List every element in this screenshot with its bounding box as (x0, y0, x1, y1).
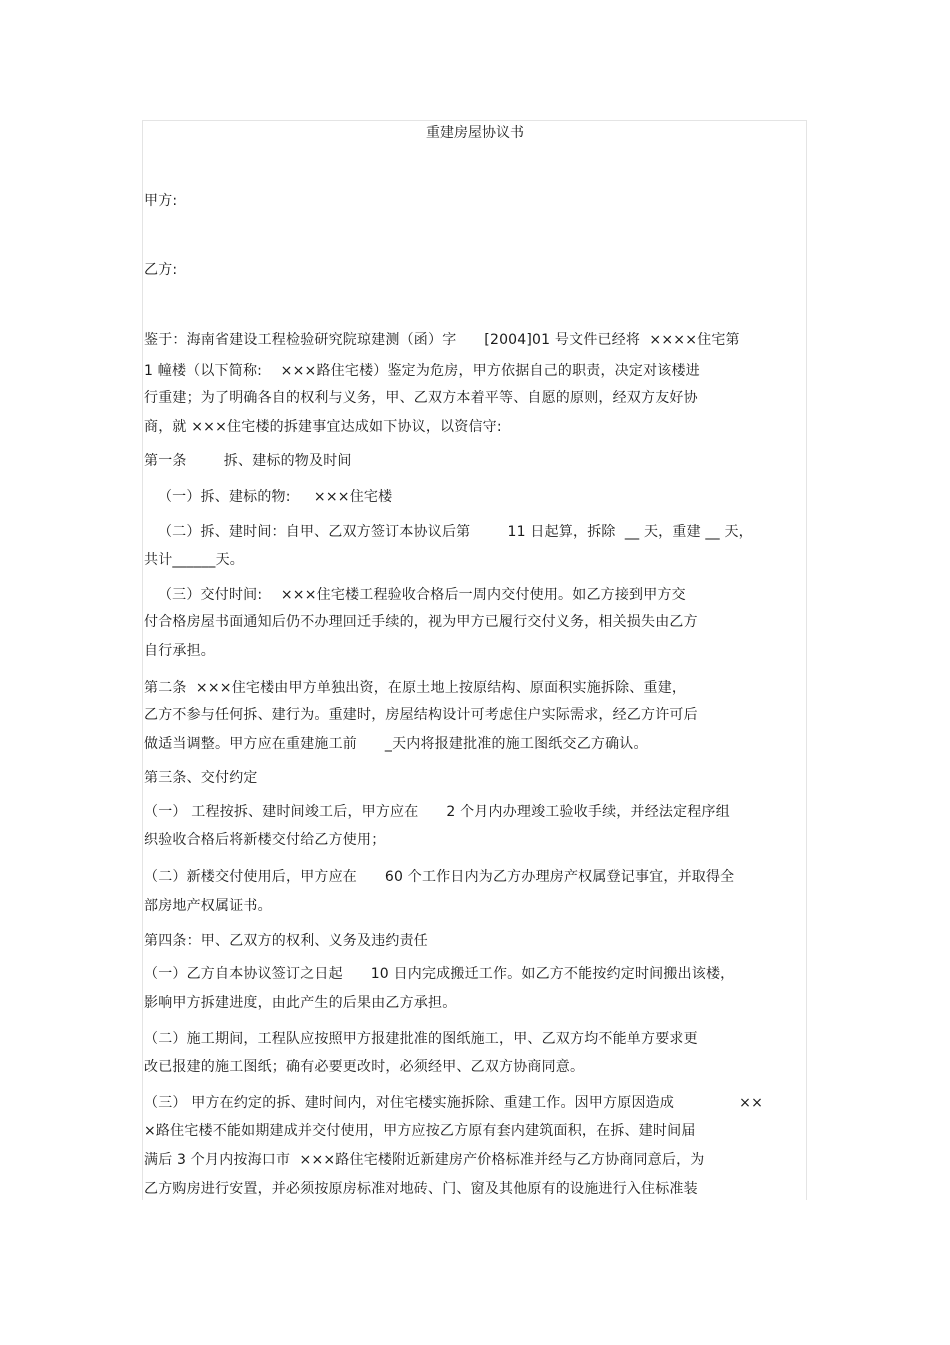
paragraph-line: 甲方: (144, 193, 178, 209)
paragraph-line: ×路住宅楼不能如期建成并交付使用，甲方应按乙方原有套内建筑面积，在拆、建时间届 (144, 1123, 696, 1139)
paragraph-line: （一）拆、建标的物: ×××住宅楼 (144, 489, 393, 505)
paragraph-line: （一） 工程按拆、建时间竣工后，甲方应在 2 个月内办理竣工验收手续，并经法定程序组 (144, 804, 730, 820)
paragraph-line: （一）乙方自本协议签订之日起 10 日内完成搬迁工作。如乙方不能按约定时间搬出该楼， (144, 966, 735, 982)
paragraph-line: 行重建；为了明确各自的权利与义务，甲、乙双方本着平等、自愿的原则，经双方友好协 (144, 390, 698, 406)
paragraph-line: 共计______天。 (144, 552, 244, 568)
paragraph-line: 第三条、交付约定 (144, 770, 258, 786)
paragraph-line: 1 幢楼（以下简称: ×××路住宅楼）鉴定为危房，甲方依据自己的职责，决定对该楼进 (144, 363, 700, 379)
paragraph-line: （二）新楼交付使用后，甲方应在 60 个工作日内为乙方办理房产权属登记事宜，并取得全 (144, 869, 735, 885)
paragraph-line: 影响甲方拆建进度，由此产生的后果由乙方承担。 (144, 995, 457, 1011)
paragraph-line: （二）拆、建时间：自甲、乙双方签订本协议后第 11 日起算，拆除 __ 天，重建 __ 天， (144, 524, 753, 540)
paragraph-line: 鉴于：海南省建设工程检验研究院琼建测（函）字 [2004]01 号文件已经将 ××××住宅第 (144, 332, 740, 348)
paragraph-line: 乙方不参与任何拆、建行为。重建时，房屋结构设计可考虑住户实际需求，经乙方许可后 (144, 707, 698, 723)
paragraph-line: 满后 3 个月内按海口市 ×××路住宅楼附近新建房产价格标准并经与乙方协商同意后，为 (144, 1152, 705, 1168)
paragraph-line: 付合格房屋书面通知后仍不办理回迁手续的，视为甲方已履行交付义务，相关损失由乙方 (144, 614, 698, 630)
paragraph-line: 第二条 ×××住宅楼由甲方单独出资，在原土地上按原结构、原面积实施拆除、重建， (144, 680, 687, 696)
paragraph-line: 做适当调整。甲方应在重建施工前 _天内将报建批准的施工图纸交乙方确认。 (144, 736, 648, 752)
paragraph-line: 第四条：甲、乙双方的权利、义务及违约责任 (144, 933, 428, 949)
paragraph-line: 部房地产权属证书。 (144, 898, 272, 914)
paragraph-line: 商，就 ×××住宅楼的拆建事宜达成如下协议，以资信守: (144, 419, 502, 435)
paragraph-line: （三）交付时间: ×××住宅楼工程验收合格后一周内交付使用。如乙方接到甲方交 (144, 587, 686, 603)
paragraph-line: （三） 甲方在约定的拆、建时间内，对住宅楼实施拆除、重建工作。因甲方原因造成 ×× (144, 1095, 764, 1111)
paragraph-line: 自行承担。 (144, 643, 215, 659)
paragraph-line: 乙方购房进行安置，并必须按原房标准对地砖、门、窗及其他原有的设施进行入住标准装 (144, 1181, 698, 1197)
paragraph-line: 改已报建的施工图纸；确有必要更改时，必须经甲、乙双方协商同意。 (144, 1059, 585, 1075)
document-title: 重建房屋协议书 (426, 125, 524, 141)
paragraph-line: 乙方: (144, 262, 178, 278)
paragraph-line: 第一条 拆、建标的物及时间 (144, 453, 352, 469)
paragraph-line: （二）施工期间，工程队应按照甲方报建批准的图纸施工，甲、乙双方均不能单方要求更 (144, 1031, 698, 1047)
paragraph-line: 织验收合格后将新楼交付给乙方使用； (144, 832, 386, 848)
